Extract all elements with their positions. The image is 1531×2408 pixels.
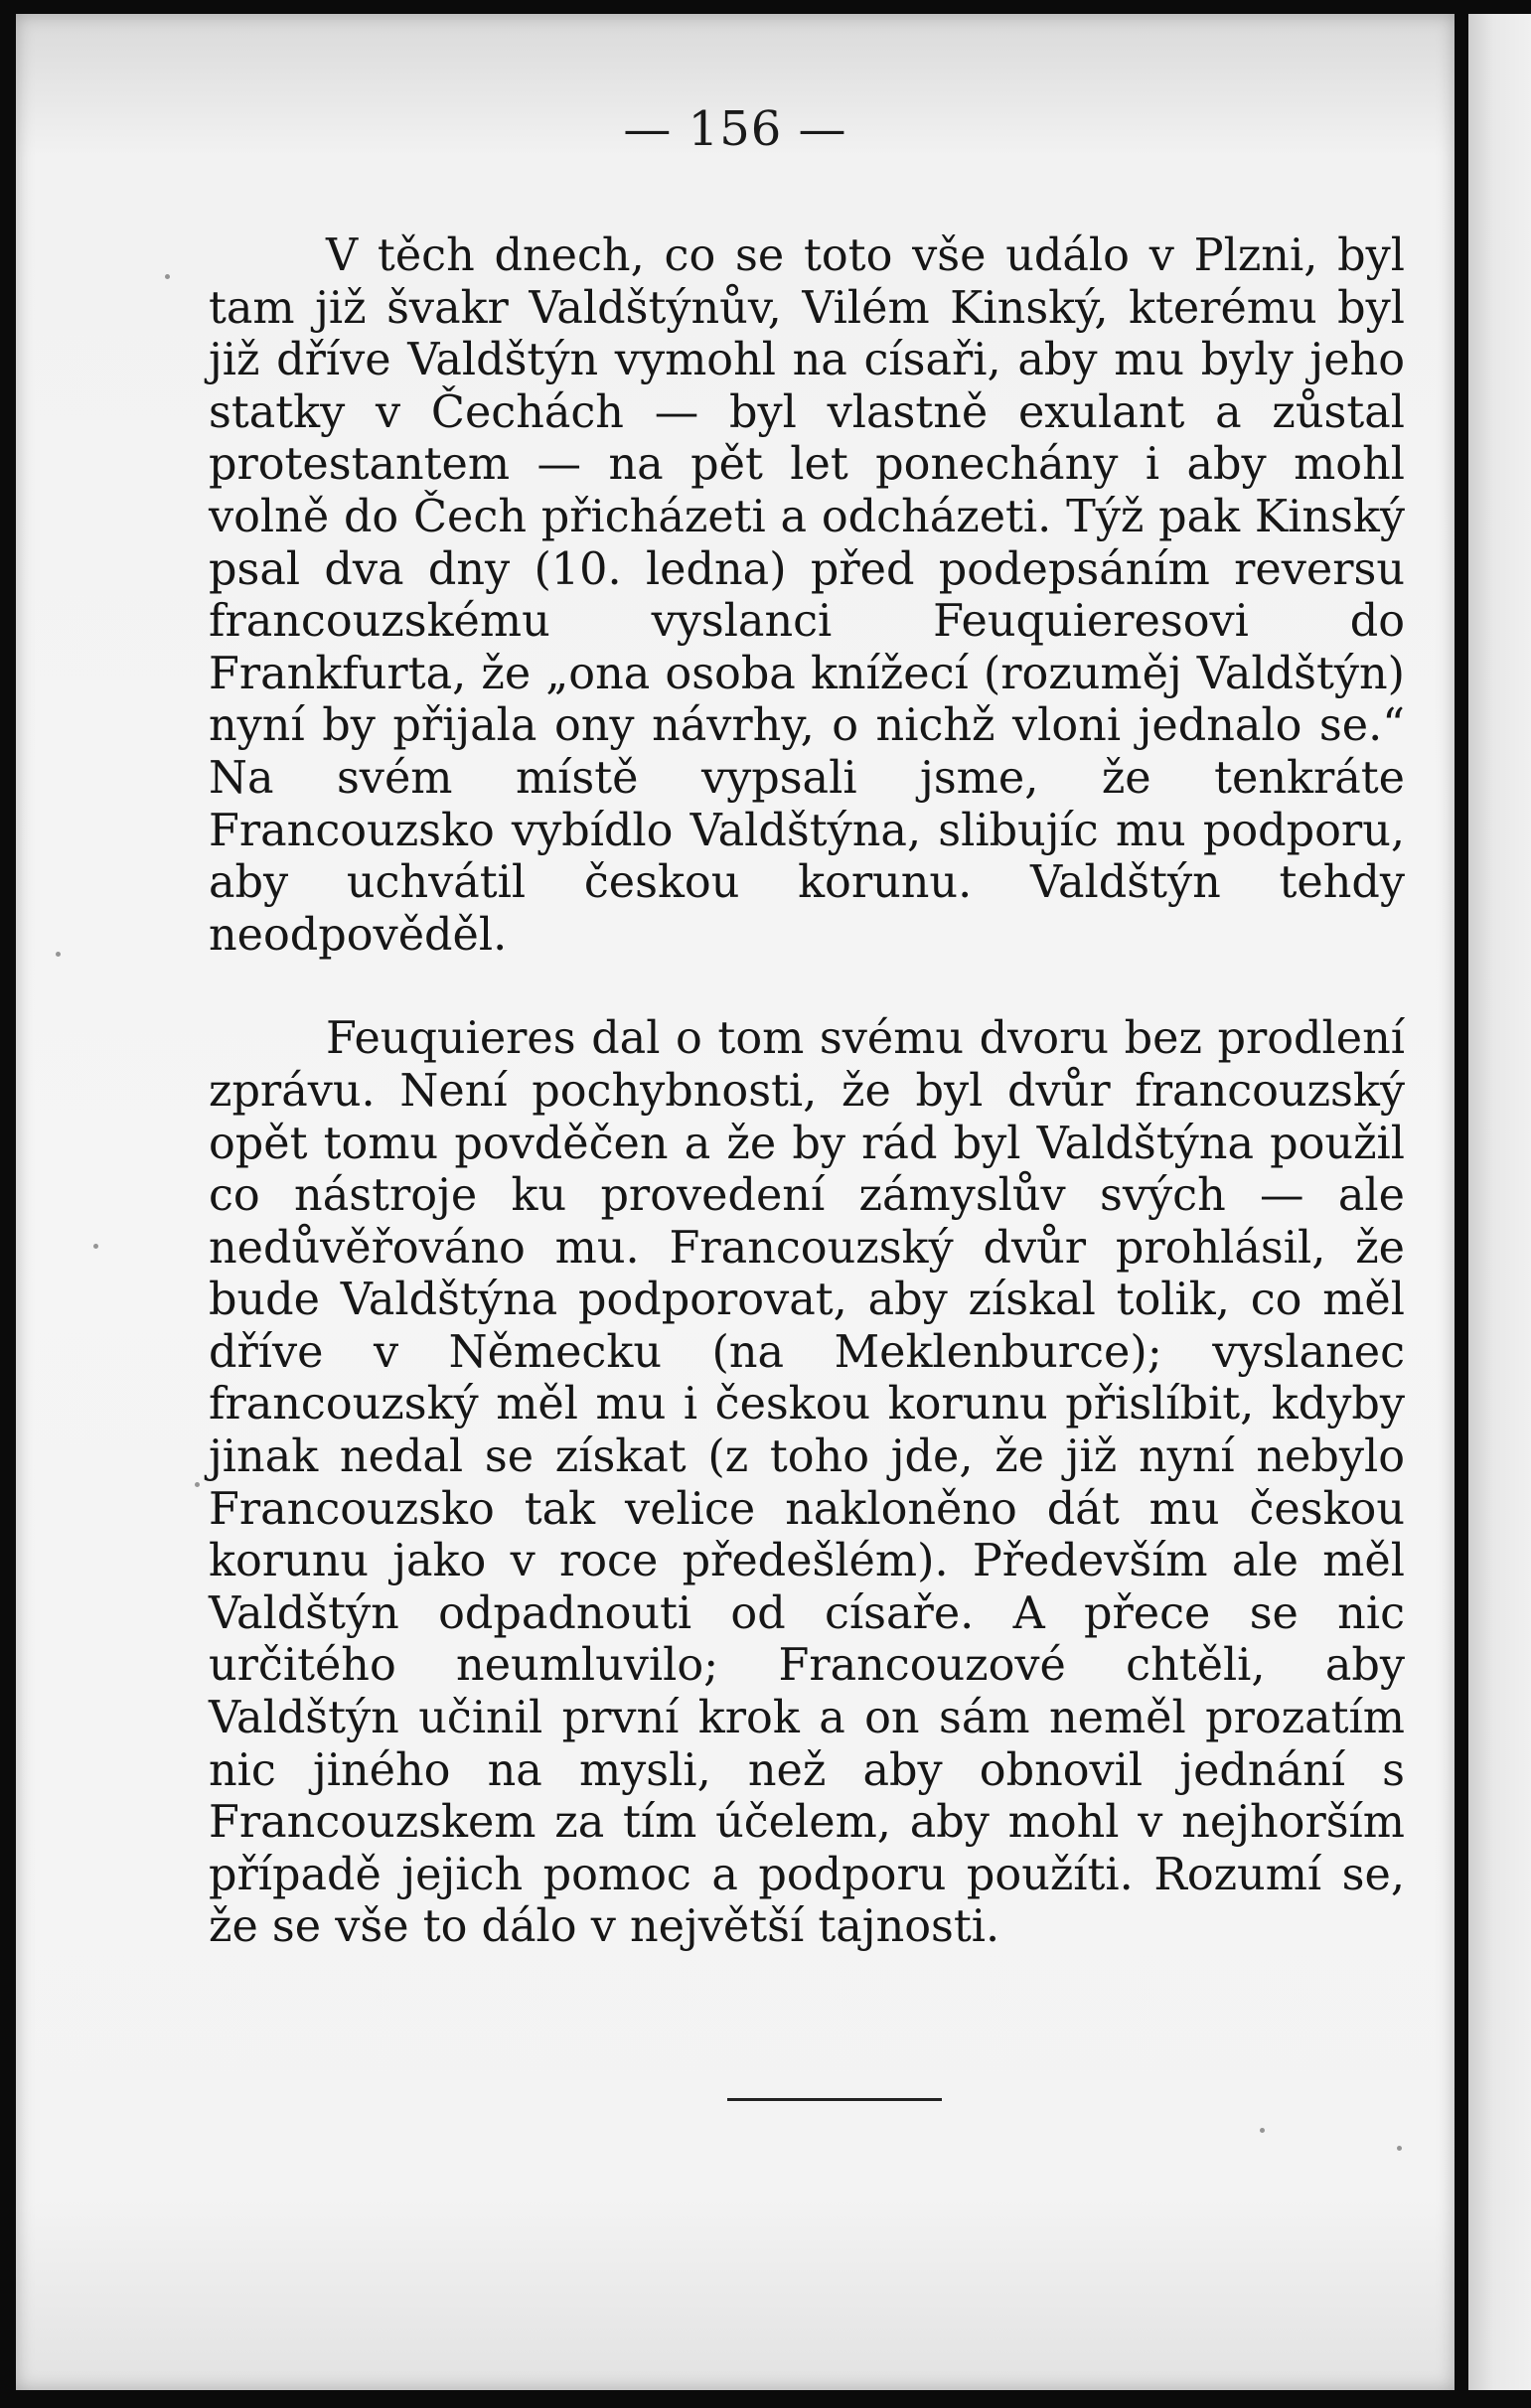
scan-speck — [1397, 2146, 1402, 2151]
paragraph-1: V těch dnech, co se toto vše událo v Plzni, byl tam již švakr Valdštýnův, Vilém Kinský, kterému byl již dříve Valdštýn vymohl na císaři, aby mu byly jeho statky v Čechách — byl vlastně exulant a zůstal protestantem — na pět let ponechány i aby mohl volně do Čech přicházeti a odcházeti. Týž pak Kinský psal dva dny (10. ledna) před podepsáním reversu francouzskému vyslanci Feuquieresovi do Frankfurta, že „ona osoba knížecí (rozuměj Valdštýn) nyní by přijala ony návrhy, o nichž vloni jednalo se.“ Na svém místě vypsali jsme, že tenkráte Francouzsko vybídlo Valdštýna, slibujíc mu podporu, aby uchvátil českou korunu. Valdštýn tehdy neodpověděl. — [209, 230, 1405, 961]
scan-speck — [56, 952, 61, 957]
scan-speck — [93, 1244, 98, 1249]
closing-rule — [727, 2098, 942, 2101]
page-number: — 156 — — [623, 101, 847, 157]
adjacent-page-edge — [1468, 14, 1531, 2390]
book-page — [16, 14, 1454, 2390]
scan-speck — [165, 274, 170, 279]
scan-speck — [195, 1482, 200, 1487]
scan-speck — [1260, 2128, 1265, 2133]
body-text — [209, 230, 1405, 1954]
paragraph-2: Feuquieres dal o tom svému dvoru bez prodlení zprávu. Není pochybnosti, že byl dvůr francouzský opět tomu povděčen a že by rád byl Valdštýna použil co nástroje ku provedení zámyslův svých — ale nedůvěřováno mu. Francouzský dvůr prohlásil, že bude Valdštýna podporovat, aby získal tolik, co měl dříve v Německu (na Meklenburce); vyslanec francouzský měl mu i českou korunu přislíbit, kdyby jinak nedal se získat (z toho jde, že již nyní nebylo Francouzsko tak velice nakloněno dát mu českou korunu jako v roce předešlém). Především ale měl Valdštýn odpadnouti od císaře. A přece se nic určitého neumluvilo; Francouzové chtěli, aby Valdštýn učinil první krok a on sám neměl prozatím nic jiného na mysli, než aby obnovil jednání s Francouzskem za tím účelem, aby mohl v nejhorším případě jejich pomoc a podporu použíti. Rozumí se, že se vše to dálo v největší tajnosti. — [209, 1013, 1405, 1953]
